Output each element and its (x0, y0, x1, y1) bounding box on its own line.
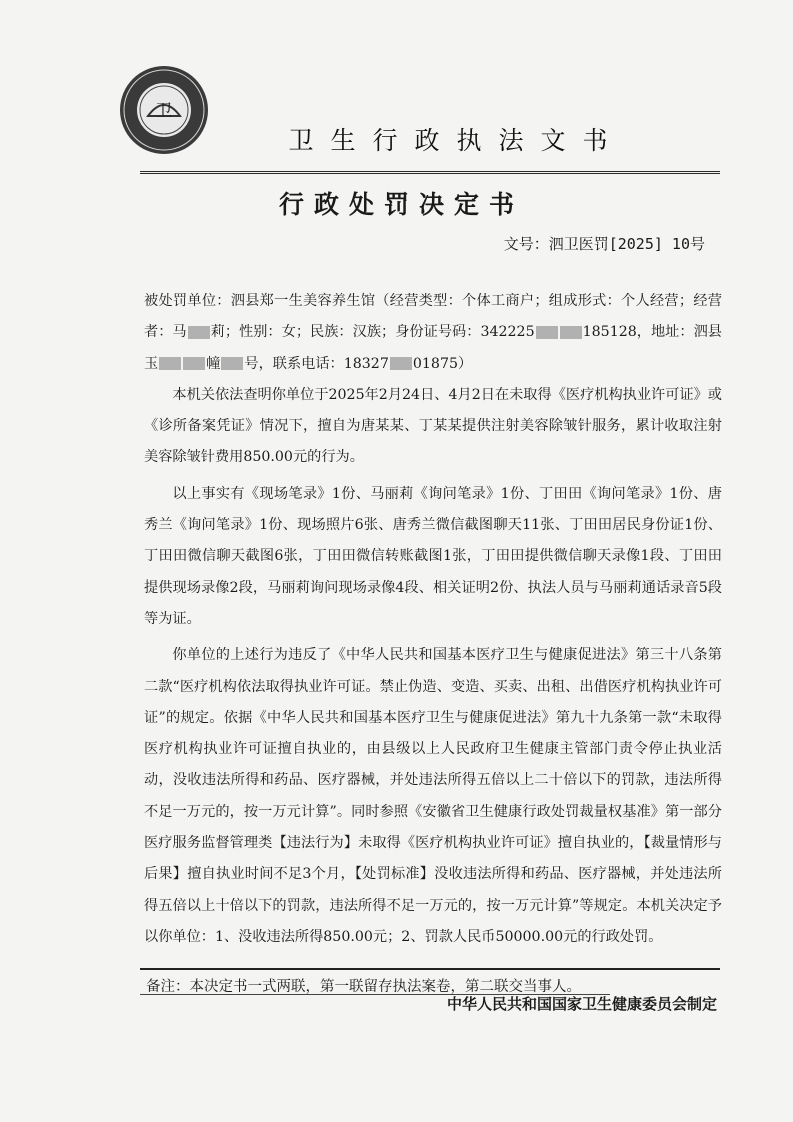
redaction-mark (536, 326, 558, 339)
header-divider (140, 171, 720, 174)
party-info-text: 01875） (412, 355, 473, 372)
document-number: 文号：泗卫医罚[2025] 10号 (503, 235, 705, 253)
decision-paragraph: 你单位的上述行为违反了《中华人民共和国基本医疗卫生与健康促进法》第三十八条第二款“医疗机构依法取得执业许可证。禁止伪造、变造、买卖、出租、出借医疗机构执业许可证”的规定。依据《中华人民共和国基本医疗卫生与健康促进法》第九十九条第一款“未取得医疗机构执业许可证擅自执业的，由县级以上人民政府卫生健康主管部门责令停止执业活动，没收违法所得和药品、医疗器械，并处违法所得五倍以上二十倍以下的罚款，违法所得不足一万元的，按一万元计算”。同时参照《安徽省卫生健康行政处罚裁量权基准》第一部分医疗服务监督管理类【违法行为】未取得《医疗机构执业许可证》擅自执业的，【裁量情形与后果】擅自执业时间不足3个月，【处罚标准】没收违法所得和药品、医疗器械，并处违法所得五倍以上十倍以下的罚款，违法所得不足一万元的，按一万元计算”等规定。本机关决定予以你单位：1、没收违法所得850.00元；2、罚款人民币50000.00元的行政处罚。 (144, 647, 722, 945)
redaction-mark (390, 357, 412, 370)
findings-paragraph: 本机关依法查明你单位于2025年2月24日、4月2日在未取得《医疗机构执业许可证》或《诊所备案凭证》情况下，擅自为唐某某、丁某某提供注射美容除皱针服务，累计收取注射美容除皱针费用850.00元的行为。 (144, 386, 722, 466)
redaction-mark (183, 357, 205, 370)
party-info-text: 幢 (206, 355, 221, 372)
redaction-mark (188, 326, 210, 339)
redaction-mark (159, 357, 181, 370)
party-info (144, 286, 722, 380)
document-body (144, 286, 722, 953)
document-title: 行政处罚决定书 (278, 190, 524, 219)
redaction-mark (221, 357, 243, 370)
footer-note: 备注：本决定书一式两联，第一联留存执法案卷，第二联交当事人。 (146, 979, 581, 995)
party-info-text: 185128，地址：泗县玉 (144, 324, 722, 372)
evidence-paragraph: 以上事实有《现场笔录》1份、马丽莉《询问笔录》1份、丁田田《询问笔录》1份、唐秀兰《询问笔录》1份、现场照片6张、唐秀兰微信截图聊天11张、丁田田居民身份证1份、丁田田微信聊天截图6张，丁田田微信转账截图1张，丁田田提供微信聊天录像1段、丁田田提供现场录像2段，马丽莉询问现场录像4段、相关证明2份、执法人员与马丽莉通话录音5段等为证。 (144, 485, 722, 627)
redaction-mark (560, 326, 582, 339)
party-info-text: 被处罚单位：泗县郑一生美容养生馆（经营类型：个体工商户；组成形式：个人经营；经营者：马 (144, 293, 722, 341)
footer-divider (140, 968, 720, 970)
issuing-authority: 中华人民共和国国家卫生健康委员会制定 (446, 995, 717, 1013)
party-info-text: 莉；性别：女；民族：汉族；身份证号码：342225 (210, 324, 535, 341)
header-title: 卫生行政执法文书 (288, 126, 625, 155)
svg-text:卫: 卫 (155, 101, 173, 121)
party-info-text: 号，联系电话：18327 (244, 355, 389, 372)
